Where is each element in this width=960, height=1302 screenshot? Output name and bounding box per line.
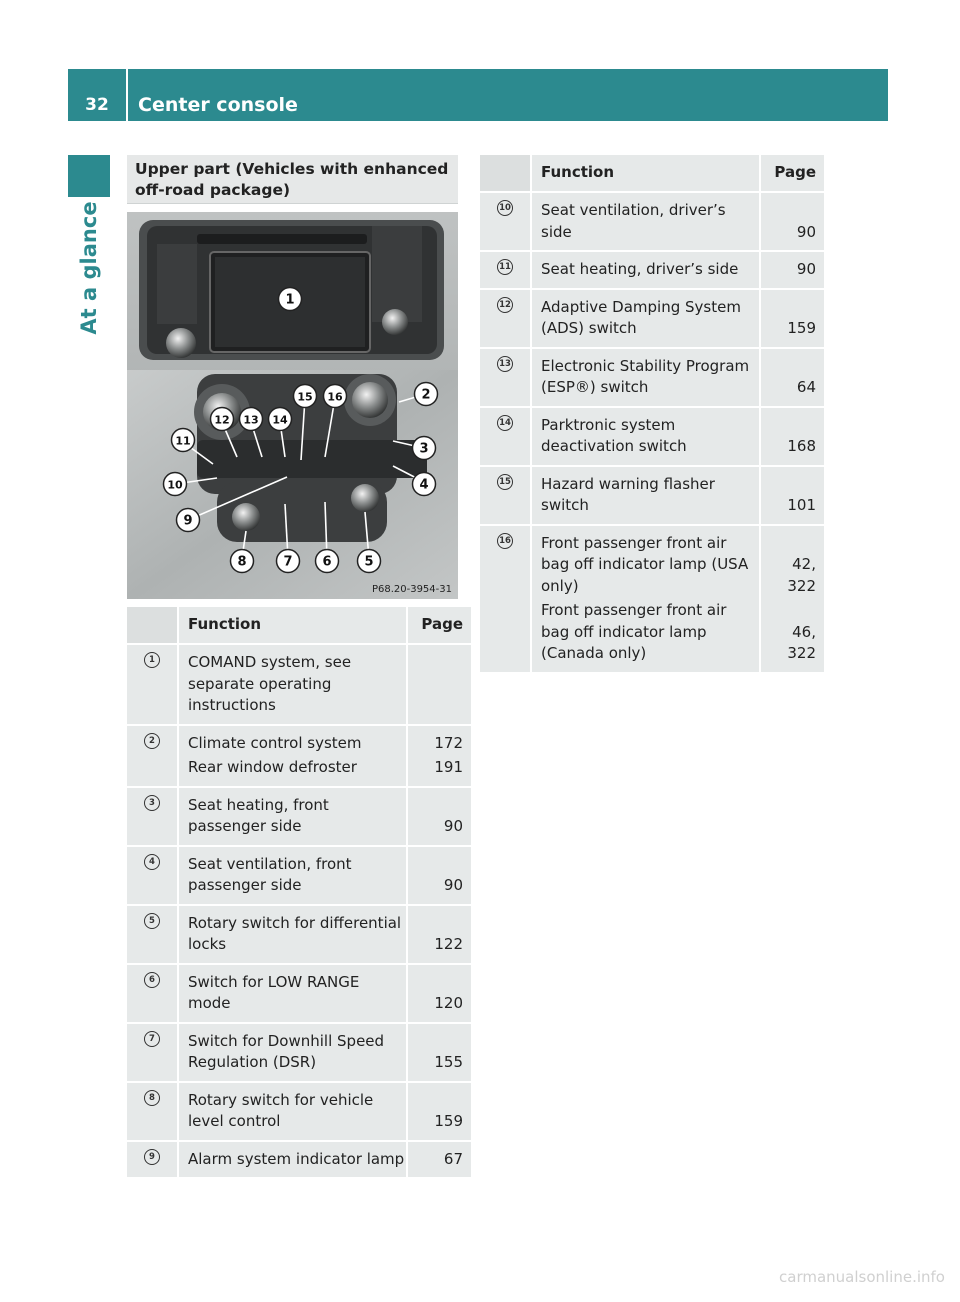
function-cell	[178, 644, 407, 725]
item-number-cell	[127, 1023, 178, 1082]
function-cell	[531, 525, 760, 673]
table-row	[127, 964, 471, 1023]
callout-number: 15	[297, 390, 313, 404]
header-divider	[126, 69, 128, 121]
page-cell	[760, 348, 824, 407]
page-reference: 159	[787, 319, 816, 337]
item-number-badge: 6	[144, 972, 160, 988]
callout-number: 14	[272, 413, 288, 427]
callout-marker	[277, 550, 300, 573]
table-row	[480, 192, 824, 251]
function-cell	[178, 846, 407, 905]
page-header	[68, 69, 888, 121]
callout-number: 8	[237, 554, 247, 570]
function-cell	[178, 787, 407, 846]
function-text: Alarm system indicator lamp	[188, 1149, 405, 1168]
item-number-badge: 3	[144, 795, 160, 811]
table-header-page: Page	[407, 607, 471, 644]
function-text: Switch for Downhill Speed Regulation (DSR)	[188, 1031, 385, 1071]
item-number-cell	[480, 192, 531, 251]
page-reference: 67	[443, 1149, 463, 1168]
item-number-cell	[480, 466, 531, 525]
item-number-cell	[127, 905, 178, 964]
item-number-badge: 7	[144, 1031, 160, 1047]
item-number-badge: 2	[144, 733, 160, 749]
page-cell	[407, 644, 471, 725]
page-title: Center console	[138, 94, 298, 116]
table-row	[127, 725, 471, 787]
function-cell	[178, 725, 407, 787]
page-reference: 90	[443, 817, 463, 835]
table-header-num	[127, 607, 178, 644]
table-row	[127, 1023, 471, 1082]
page-cell	[407, 905, 471, 964]
callout-marker	[294, 385, 317, 408]
function-text: Adaptive Damping System (ADS) switch	[541, 297, 741, 337]
table-header-num	[480, 155, 531, 192]
table-row	[127, 846, 471, 905]
function-text: Seat ventilation, front passenger side	[188, 854, 352, 894]
callout-number: 10	[167, 478, 183, 492]
callout-marker	[415, 383, 438, 406]
function-text: COMAND system, see separate operating instructions	[188, 653, 352, 714]
page-reference: 90	[796, 222, 816, 241]
function-cell	[531, 251, 760, 289]
callout-marker	[211, 408, 234, 431]
section-heading-text: Upper part (Vehicles with enhanced off-road package)	[135, 160, 449, 199]
function-text: Front passenger front air bag off indicator lamp (USA only)	[541, 533, 749, 595]
function-cell	[178, 1023, 407, 1082]
item-number-cell	[480, 348, 531, 407]
table-header-page: Page	[760, 155, 824, 192]
callout-number: 16	[327, 390, 343, 404]
function-text: Switch for LOW RANGE mode	[188, 972, 360, 1012]
function-text: Rotary switch for vehicle level control	[188, 1090, 374, 1130]
callout-number: 6	[322, 554, 332, 570]
watermark: carmanualsonline.info	[779, 1268, 945, 1286]
callout-marker	[231, 550, 254, 573]
item-number-badge: 9	[144, 1149, 160, 1165]
page-cell	[760, 466, 824, 525]
function-cell	[178, 1082, 407, 1141]
page-cell	[407, 1023, 471, 1082]
function-text: Rear window defroster	[188, 758, 357, 776]
page-reference: 42, 322	[787, 555, 816, 595]
function-cell	[531, 466, 760, 525]
callout-marker	[279, 288, 302, 311]
callout-number: 2	[421, 387, 431, 403]
function-text: Front passenger front air bag off indicator lamp (Canada only)	[541, 601, 727, 662]
page-cell	[407, 846, 471, 905]
table-row	[127, 905, 471, 964]
page-cell	[407, 964, 471, 1023]
callout-marker	[240, 408, 263, 431]
item-number-cell	[480, 289, 531, 348]
item-number-cell	[127, 787, 178, 846]
function-text: Seat heating, front passenger side	[188, 795, 329, 835]
callout-number: 9	[183, 513, 193, 529]
photo-code: P68.20-3954-31	[371, 584, 452, 595]
callout-number: 4	[419, 477, 429, 493]
item-number-cell	[480, 251, 531, 289]
item-number-cell	[127, 964, 178, 1023]
callout-number: 1	[285, 292, 295, 308]
page-reference: 46, 322	[787, 622, 816, 662]
function-cell	[531, 407, 760, 466]
function-cell	[178, 1141, 407, 1179]
callout-marker	[177, 509, 200, 532]
page-reference: 64	[796, 378, 816, 396]
item-number-badge: 8	[144, 1090, 160, 1106]
sidebar-label-text: At a glance	[77, 200, 101, 335]
table-header-function: Function	[531, 155, 760, 192]
table-row	[127, 1141, 471, 1179]
table-row	[480, 525, 824, 673]
page-cell	[760, 525, 824, 673]
callout-marker	[172, 429, 195, 452]
item-number-badge: 15	[497, 474, 513, 490]
function-text: Parktronic system deactivation switch	[541, 415, 687, 455]
callout-marker	[269, 408, 292, 431]
function-cell	[531, 348, 760, 407]
item-number-badge: 5	[144, 913, 160, 929]
page-reference: 191	[434, 758, 463, 776]
callout-marker	[164, 473, 187, 496]
callout-number: 3	[419, 441, 429, 457]
page-cell	[407, 725, 471, 787]
table-header-row	[480, 155, 824, 192]
callout-number: 7	[283, 554, 293, 570]
item-number-cell	[127, 846, 178, 905]
callout-number: 5	[364, 554, 374, 570]
page-reference: 159	[434, 1112, 463, 1130]
function-text: Rotary switch for differential locks	[188, 913, 402, 953]
table-row	[480, 348, 824, 407]
page-cell	[407, 1141, 471, 1179]
page-cell	[407, 1082, 471, 1141]
function-text: Climate control system	[188, 733, 362, 752]
item-number-cell	[480, 525, 531, 673]
item-number-badge: 13	[497, 356, 513, 372]
table-row	[127, 644, 471, 725]
page-cell	[760, 251, 824, 289]
item-number-badge: 16	[497, 533, 513, 549]
item-number-cell	[127, 644, 178, 725]
page-reference: 90	[443, 876, 463, 894]
table-row	[127, 1082, 471, 1141]
table-row	[480, 251, 824, 289]
item-number-badge: 1	[144, 652, 160, 668]
section-heading	[127, 155, 458, 204]
function-text: Electronic Stability Program (ESP®) switch	[541, 356, 750, 396]
page-cell	[760, 407, 824, 466]
table-row	[480, 289, 824, 348]
table-row	[127, 787, 471, 846]
callout-marker	[324, 385, 347, 408]
page-cell	[407, 787, 471, 846]
page-reference: 120	[434, 994, 463, 1012]
left-function-table	[127, 607, 471, 1179]
item-number-cell	[127, 1141, 178, 1179]
table-header-function: Function	[178, 607, 407, 644]
function-text: Seat heating, driver’s side	[541, 260, 739, 278]
function-cell	[531, 289, 760, 348]
item-number-badge: 11	[497, 259, 513, 275]
center-console-photo	[127, 212, 458, 599]
sidebar-chapter-label	[68, 200, 110, 335]
page-cell	[760, 289, 824, 348]
right-function-table	[480, 155, 824, 674]
page-reference: 122	[434, 935, 463, 953]
function-cell	[178, 964, 407, 1023]
item-number-badge: 10	[497, 200, 513, 216]
function-text: Seat ventilation, driver’s side	[541, 201, 726, 241]
callout-number: 12	[214, 413, 230, 427]
page-reference: 155	[434, 1053, 463, 1071]
item-number-badge: 12	[497, 297, 513, 313]
table-row	[480, 466, 824, 525]
page-reference: 101	[787, 496, 816, 514]
callout-number: 13	[243, 413, 259, 427]
item-number-cell	[127, 1082, 178, 1141]
function-text: Hazard warning flasher switch	[541, 474, 715, 514]
callout-marker	[316, 550, 339, 573]
function-cell	[531, 192, 760, 251]
item-number-cell	[127, 725, 178, 787]
callout-marker	[358, 550, 381, 573]
callout-number: 11	[175, 434, 191, 448]
item-number-badge: 4	[144, 854, 160, 870]
page-reference: 172	[434, 733, 463, 752]
table-row	[480, 407, 824, 466]
callout-marker	[413, 437, 436, 460]
page-reference: 168	[787, 437, 816, 455]
item-number-cell	[480, 407, 531, 466]
page-number: 32	[85, 95, 109, 115]
callout-marker	[413, 473, 436, 496]
table-header-row	[127, 607, 471, 644]
page-cell	[760, 192, 824, 251]
page-reference: 90	[796, 260, 816, 278]
sidebar-tab-marker	[68, 155, 110, 197]
item-number-badge: 14	[497, 415, 513, 431]
function-cell	[178, 905, 407, 964]
